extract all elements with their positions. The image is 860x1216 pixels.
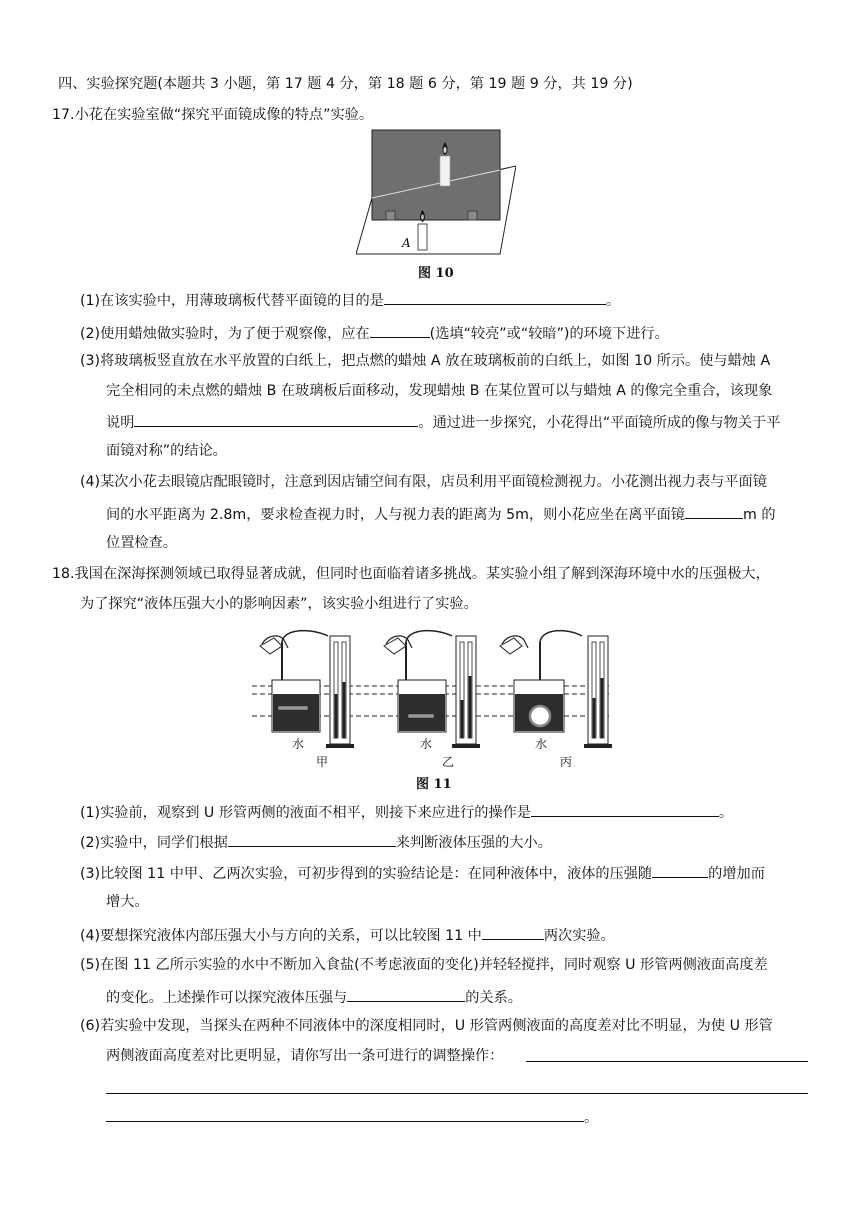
q17-part-4-line-3: 位置检查。 — [106, 535, 177, 551]
q18-part-1-text: (1)实验前，观察到 U 形管两侧的液面不相平，则接下来应进行的操作是 — [80, 805, 531, 821]
q18-part-4 — [80, 924, 615, 946]
q17-part-3-line-2: 完全相同的未点燃的蜡烛 B 在玻璃板后面移动，发现蜡烛 B 在某位置可以与蜡烛 A 的像完全重合，该现象 — [106, 383, 773, 399]
q17-part-1 — [80, 289, 620, 311]
q18-answer-line-6c[interactable] — [106, 1121, 584, 1122]
q18-part-6-line-1: (6)若实验中发现，当探头在两种不同液体中的深度相同时，U 形管两侧液面的高度差对比不明显，为使 U 形管 — [80, 1018, 773, 1034]
q17-part-4-text: 间的水平距离为 2.8m，要求检查视力时，人与视力表的距离为 5m，则小花应坐在离平面镜 — [106, 507, 686, 523]
q18-part-3-line-2: 增大。 — [106, 894, 149, 910]
q17-part-4-line-1: (4)某次小花去眼镜店配眼镜时，注意到因店铺空间有限，店员利用平面镜检测视力。小花测出视力表与平面镜 — [80, 474, 767, 490]
q17-part-3-line-1: (3)将玻璃板竖直放在水平放置的白纸上，把点燃的蜡烛 A 放在玻璃板前的白纸上，如图 10 所示。使与蜡烛 A — [80, 353, 771, 369]
q18-part-4-text: (4)要想探究液体内部压强大小与方向的关系，可以比较图 11 中 — [80, 928, 482, 944]
question-18-line-1: 18.我国在深海探测领域已取得显著成就，但同时也面临着诸多挑战。某实验小组了解到深海环境中水的压强极大， — [52, 566, 770, 582]
q17-part-2-text: (2)使用蜡烛做实验时，为了便于观察像，应在 — [80, 326, 370, 342]
q17-part-1-end: 。 — [605, 293, 621, 309]
q18-part-3-line-1 — [80, 862, 765, 884]
q17-part-3-line-3 — [106, 411, 780, 433]
q18-part-2-end: 来判断液体压强的大小。 — [395, 835, 552, 851]
q18-answer-line-6a[interactable] — [526, 1061, 808, 1062]
q18-answer-blank-3[interactable] — [652, 862, 708, 878]
setup-yi — [384, 631, 480, 748]
holder-left — [386, 211, 395, 220]
q18-part-2-text: (2)实验中，同学们根据 — [80, 835, 228, 851]
q17-answer-blank-4[interactable] — [685, 503, 743, 519]
setup-bing — [500, 631, 612, 748]
figure-10-caption: 图 10 — [418, 266, 454, 281]
q17-part-4-line-2 — [106, 503, 776, 525]
water-label-1: 水 — [292, 737, 305, 751]
q18-part-3-end: 的增加而 — [708, 866, 765, 882]
q18-answer-line-6b[interactable] — [106, 1093, 808, 1094]
q18-part-1 — [80, 801, 733, 823]
q17-answer-blank-2[interactable] — [370, 322, 430, 338]
q18-part-5-line-1: (5)在图 11 乙所示实验的水中不断加入食盐(不考虑液面的变化)并轻轻搅拌，同时观察 U 形管两侧液面高度差 — [80, 957, 768, 973]
figure-11-caption: 图 11 — [416, 777, 452, 792]
q18-part-6-end: 。 — [584, 1110, 599, 1126]
question-18-line-2: 为了探究“液体压强大小的影响因素”，该实验小组进行了实验。 — [80, 596, 478, 612]
holder-right — [468, 211, 477, 220]
figure-10-mirror-experiment — [356, 126, 516, 262]
water-label-2: 水 — [420, 737, 433, 751]
q18-part-5-text: 的变化。上述操作可以探究液体压强与 — [106, 990, 348, 1006]
q17-part-3-end: 。通过进一步探究，小花得出“平面镜所成的像与物关于平 — [418, 415, 781, 431]
setup-jia — [260, 631, 354, 748]
q18-part-2 — [80, 831, 552, 853]
setup-label-jia: 甲 — [316, 755, 329, 769]
q17-answer-blank-3[interactable] — [134, 411, 418, 427]
q17-part-3-line-4: 面镜对称”的结论。 — [106, 443, 227, 459]
q18-part-1-end: 。 — [718, 805, 734, 821]
q18-part-3-text: (3)比较图 11 中甲、乙两次实验，可初步得到的实验结论是：在同种液体中，液体的压强随 — [80, 866, 653, 882]
q17-part-2 — [80, 322, 669, 344]
q17-part-3-text: 说明 — [106, 415, 135, 431]
section-title: 四、实验探究题(本题共 3 小题，第 17 题 4 分，第 18 题 6 分，第 19 题 9 分，共 19 分) — [58, 76, 633, 92]
glass-plate — [372, 130, 500, 220]
q18-answer-blank-2[interactable] — [228, 831, 396, 847]
q17-part-2-end: (选填“较亮”或“较暗”)的环境下进行。 — [429, 326, 669, 342]
water-label-3: 水 — [535, 737, 548, 751]
question-17-stem: 17.小花在实验室做“探究平面镜成像的特点”实验。 — [52, 107, 374, 123]
q18-part-5-end: 的关系。 — [465, 990, 522, 1006]
setup-label-yi: 乙 — [442, 755, 455, 769]
candle-a-label: A — [402, 236, 411, 250]
q18-part-4-end: 两次实验。 — [543, 928, 615, 944]
q18-answer-blank-1[interactable] — [531, 801, 719, 817]
figure-11-pressure-experiment — [252, 620, 612, 770]
q18-answer-blank-5[interactable] — [347, 986, 465, 1002]
q17-part-4-end: m 的 — [743, 507, 776, 523]
setup-label-bing: 丙 — [560, 755, 573, 769]
q18-answer-blank-4[interactable] — [482, 924, 544, 940]
q17-part-1-text: (1)在该实验中，用薄玻璃板代替平面镜的目的是 — [80, 293, 384, 309]
q17-answer-blank-1[interactable] — [384, 289, 606, 305]
q18-part-5-line-2 — [106, 986, 522, 1008]
q18-part-6-line-2: 两侧液面高度差对比更明显，请你写出一条可进行的调整操作： — [106, 1048, 504, 1064]
